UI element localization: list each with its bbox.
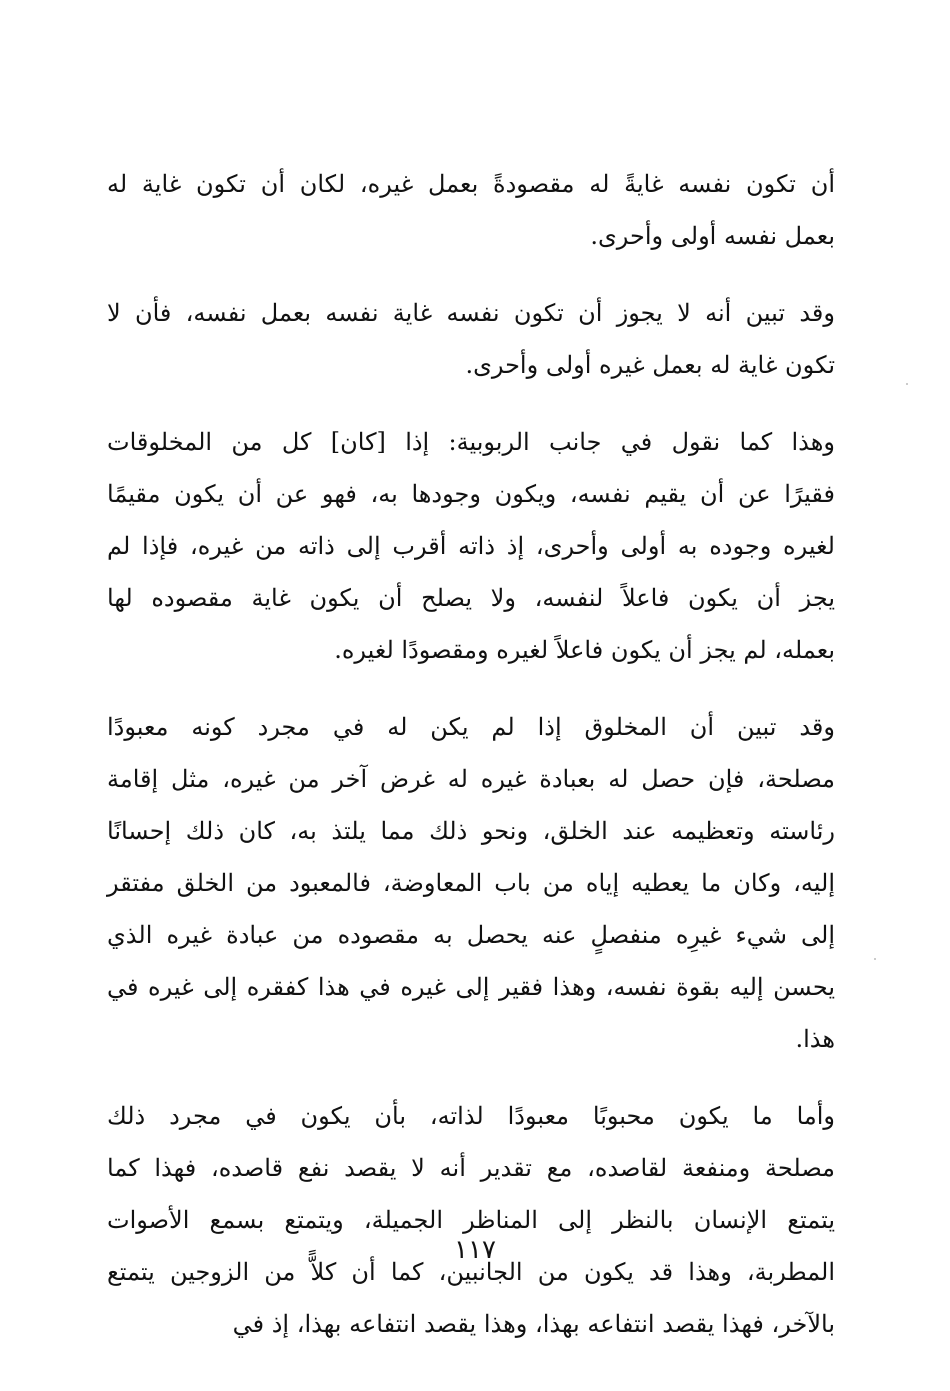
paragraph: [107, 158, 835, 262]
text-line: لغيره وجوده به أولى وأحرى، إذ ذاته أقرب إلى ذاته من غيره، فإذا لم: [107, 532, 835, 560]
text-line: بعمل نفسه أولى وأحرى.: [590, 222, 835, 250]
text-line: وقد تبين أن المخلوق إذا لم يكن له في مجرد كونه معبودًا: [107, 713, 835, 741]
text-line: وأما ما يكون محبوبًا معبودًا لذاته، بأن يكون في مجرد ذلك: [107, 1102, 835, 1130]
paragraph: [107, 416, 835, 676]
text-line: تكون غاية له بعمل غيره أولى وأحرى.: [465, 351, 835, 379]
paragraph: [107, 1090, 835, 1350]
text-line: فقيرًا عن أن يقيم نفسه، ويكون وجودها به، فهو عن أن يكون مقيمًا: [107, 480, 835, 508]
paragraph-gap: [107, 1065, 835, 1090]
text-line: وهذا كما نقول في جانب الربوبية: إذا [كان] كل من المخلوقات: [107, 428, 835, 456]
text-line: أن تكون نفسه غايةً له مقصودةً بعمل غيره، لكان أن تكون غاية له: [107, 170, 835, 198]
text-line: إلى شيء غيرِه منفصلٍ عنه يحصل به مقصوده من عبادة غيره الذي: [107, 921, 835, 949]
paragraph: [107, 287, 835, 391]
page-number: ١١٧: [454, 1235, 496, 1265]
paragraph-gap: [107, 391, 835, 416]
text-line: رئاسته وتعظيمه عند الخلق، ونحو ذلك مما يلتذ به، كان ذلك إحسانًا: [107, 817, 835, 845]
text-line: مصلحة، فإن حصل له بعبادة غيره له غرض آخر من غيره، مثل إقامة: [107, 765, 835, 793]
scan-speck: [874, 958, 876, 960]
text-line: المطربة، وهذا قد يكون من الجانبين، كما أن كلاًّ من الزوجين يتمتع: [107, 1258, 835, 1286]
paragraph-gap: [107, 262, 835, 287]
text-line: مصلحة ومنفعة لقاصده، مع تقدير أنه لا يقصد نفع قاصده، فهذا كما: [107, 1154, 835, 1182]
text-line: بالآخر، فهذا يقصد انتفاعه بهذا، وهذا يقصد انتفاعه بهذا، إذ في: [232, 1310, 835, 1338]
text-line: يتمتع الإنسان بالنظر إلى المناظر الجميلة، ويتمتع بسمع الأصوات: [107, 1206, 835, 1234]
paragraph-gap: [107, 676, 835, 701]
text-line: يحسن إليه بقوة نفسه، وهذا فقير إلى غيره في هذا كفقره إلى غيره في: [107, 973, 835, 1001]
text-line: هذا.: [795, 1025, 835, 1053]
text-line: بعمله، لم يجز أن يكون فاعلاً لغيره ومقصودًا لغيره.: [334, 636, 835, 664]
text-line: وقد تبين أنه لا يجوز أن تكون نفسه غاية نفسه بعمل نفسه، فأن لا: [107, 299, 835, 327]
text-line: إليه، وكان ما يعطيه إياه من باب المعاوضة، فالمعبود من الخلق مفتقر: [107, 869, 835, 897]
scan-speck: [906, 383, 908, 385]
paragraph: [107, 701, 835, 1065]
text-line: يجز أن يكون فاعلاً لنفسه، ولا يصلح أن يكون غاية مقصوده لها: [107, 584, 835, 612]
body-text: [107, 158, 835, 1350]
